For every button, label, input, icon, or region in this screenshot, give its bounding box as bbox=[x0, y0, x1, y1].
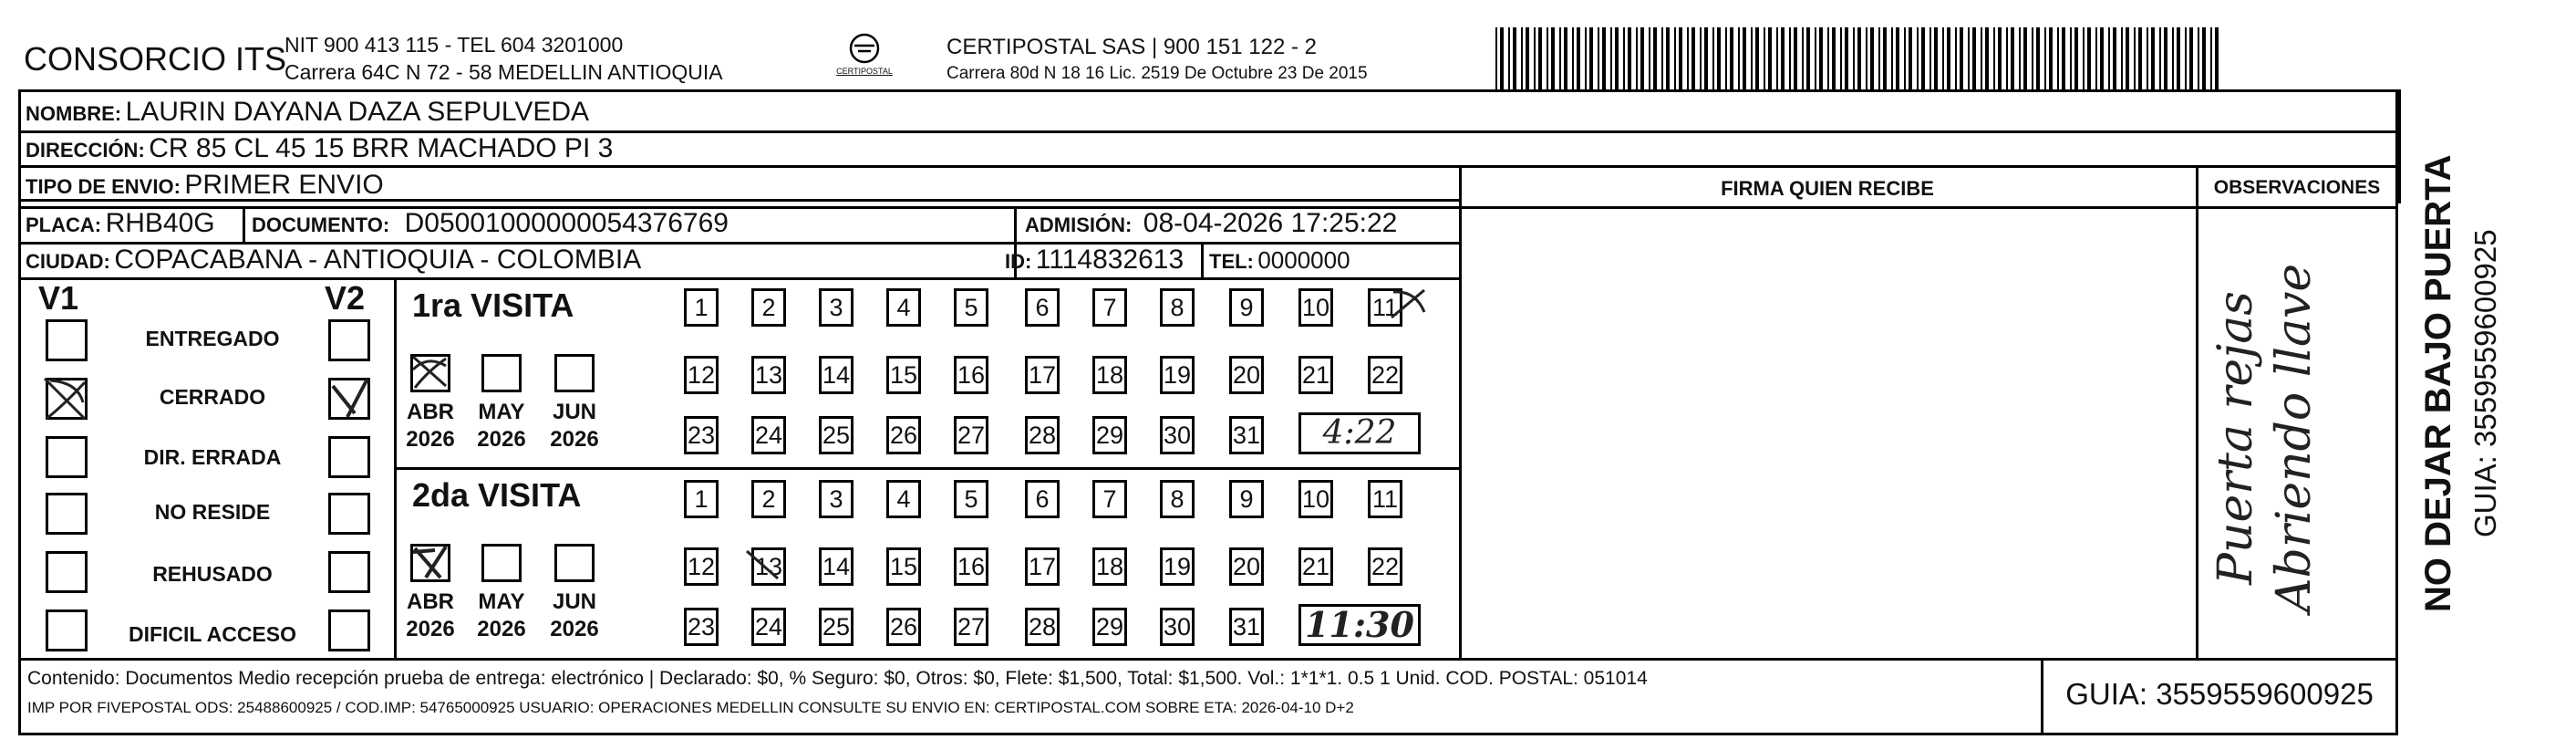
day11-visit1-mark-icon bbox=[1388, 285, 1430, 327]
visit1-day-23[interactable]: 23 bbox=[684, 416, 719, 454]
admision-value: 08-04-2026 17:25:22 bbox=[1143, 208, 1398, 238]
visit1-title: 1ra VISITA bbox=[412, 286, 574, 324]
visit2-day-5[interactable]: 5 bbox=[954, 480, 988, 518]
visit2-day-26[interactable]: 26 bbox=[886, 608, 921, 646]
certipostal-line2: Carrera 80d N 18 16 Lic. 2519 De Octubre 23 De 2015 bbox=[947, 64, 1368, 83]
visit2-day-19[interactable]: 19 bbox=[1160, 547, 1195, 586]
visit2-day-3[interactable]: 3 bbox=[819, 480, 853, 518]
visit1-time: 4:22 bbox=[1322, 414, 1397, 452]
visit1-day-19[interactable]: 19 bbox=[1160, 356, 1195, 394]
visit1-day-25[interactable]: 25 bbox=[819, 416, 853, 454]
visit2-day-16[interactable]: 16 bbox=[954, 547, 988, 586]
status-no-reside: NO RESIDE bbox=[154, 500, 271, 524]
direccion-value: CR 85 CL 45 15 BRR MACHADO PI 3 bbox=[149, 133, 614, 163]
visit2-day-9[interactable]: 9 bbox=[1229, 480, 1264, 518]
id-value: 1114832613 bbox=[1035, 245, 1185, 275]
visit1-day-26[interactable]: 26 bbox=[886, 416, 921, 454]
certipostal-logo-icon bbox=[846, 33, 883, 64]
v2-checkbox-dificil-acceso[interactable] bbox=[328, 609, 370, 651]
tel-label: TEL: bbox=[1209, 250, 1254, 273]
visit2-day-10[interactable]: 10 bbox=[1298, 480, 1333, 518]
visit2-month-abr: ABR bbox=[407, 589, 454, 614]
v2-checkbox-dir-errada[interactable] bbox=[328, 436, 370, 478]
visit1-day-24[interactable]: 24 bbox=[751, 416, 786, 454]
visit1-year-jun: 2026 bbox=[550, 427, 599, 452]
visit1-year-abr: 2026 bbox=[406, 427, 455, 452]
ciudad-row bbox=[26, 245, 641, 276]
visit1-day-14[interactable]: 14 bbox=[819, 356, 853, 394]
visit1-day-28[interactable]: 28 bbox=[1025, 416, 1060, 454]
visit2-abr-mark-icon bbox=[409, 543, 450, 581]
status-dificil-acceso: DIFICIL ACCESO bbox=[128, 622, 296, 646]
visit1-day-10[interactable]: 10 bbox=[1298, 288, 1333, 327]
visit2-month-may: MAY bbox=[478, 589, 525, 614]
visit2-day-28[interactable]: 28 bbox=[1025, 608, 1060, 646]
visit2-day-29[interactable]: 29 bbox=[1092, 608, 1127, 646]
v2-cerrado-mark-icon bbox=[327, 377, 369, 419]
visit2-day-24[interactable]: 24 bbox=[751, 608, 786, 646]
visit1-month-abr: ABR bbox=[407, 400, 454, 424]
v1-checkbox-dificil-acceso[interactable] bbox=[46, 609, 88, 651]
visit2-day-6[interactable]: 6 bbox=[1025, 480, 1060, 518]
visit2-day-7[interactable]: 7 bbox=[1092, 480, 1127, 518]
v2-checkbox-no-reside[interactable] bbox=[328, 493, 370, 535]
visit2-day-23[interactable]: 23 bbox=[684, 608, 719, 646]
status-rehusado: REHUSADO bbox=[152, 562, 273, 586]
v1-label: V1 bbox=[38, 279, 79, 317]
visit2-day-21[interactable]: 21 bbox=[1298, 547, 1333, 586]
visit1-day-5[interactable]: 5 bbox=[954, 288, 988, 327]
visit2-month-abr-checkbox[interactable] bbox=[410, 544, 450, 582]
visit2-day-13[interactable]: 13 bbox=[751, 547, 786, 586]
visit1-day-20[interactable]: 20 bbox=[1229, 356, 1264, 394]
v2-label: V2 bbox=[325, 279, 366, 317]
visit2-day-15[interactable]: 15 bbox=[886, 547, 921, 586]
v1-checkbox-cerrado[interactable] bbox=[46, 378, 88, 420]
visit2-month-jun: JUN bbox=[552, 589, 596, 614]
documento-row bbox=[252, 208, 729, 239]
visit1-day-11[interactable]: 11 bbox=[1368, 288, 1402, 327]
visit2-year-may: 2026 bbox=[477, 617, 526, 641]
ciudad-label: CIUDAD: bbox=[26, 250, 110, 273]
visit2-day-8[interactable]: 8 bbox=[1160, 480, 1195, 518]
visit1-day-9[interactable]: 9 bbox=[1229, 288, 1264, 327]
visit2-day-20[interactable]: 20 bbox=[1229, 547, 1264, 586]
visit1-day-4[interactable]: 4 bbox=[886, 288, 921, 327]
v2-checkbox-cerrado[interactable] bbox=[328, 378, 370, 420]
company-name: CONSORCIO ITS bbox=[24, 40, 287, 78]
visit2-day-1[interactable]: 1 bbox=[684, 480, 719, 518]
visit1-day-21[interactable]: 21 bbox=[1298, 356, 1333, 394]
visit1-month-may: MAY bbox=[478, 400, 525, 424]
certipostal-line1: CERTIPOSTAL SAS | 900 151 122 - 2 bbox=[947, 35, 1317, 59]
visit2-day-2[interactable]: 2 bbox=[751, 480, 786, 518]
visit2-title: 2da VISITA bbox=[412, 476, 582, 514]
visit1-day-29[interactable]: 29 bbox=[1092, 416, 1127, 454]
v1-checkbox-entregado[interactable] bbox=[46, 319, 88, 361]
visit2-day-25[interactable]: 25 bbox=[819, 608, 853, 646]
footer-contenido: Contenido: Documentos Medio recepción prueba de entrega: electrónico | Declarado: $0, % Seguro: $0, Otros: $0, Flete: $1,500, Total: $1,500. Vol.: 1*1*1. 0.5 1 Unid. COD. POSTAL: 051014 bbox=[27, 668, 1648, 689]
visit1-day-27[interactable]: 27 bbox=[954, 416, 988, 454]
visit2-year-jun: 2026 bbox=[550, 617, 599, 641]
v1-checkbox-dir-errada[interactable] bbox=[46, 436, 88, 478]
nombre-label: NOMBRE: bbox=[26, 102, 122, 125]
ciudad-value: COPACABANA - ANTIOQUIA - COLOMBIA bbox=[114, 245, 642, 275]
day13-visit2-mark-icon bbox=[743, 544, 785, 586]
placa-label: PLACA: bbox=[26, 214, 102, 236]
visit1-day-7[interactable]: 7 bbox=[1092, 288, 1127, 327]
nombre-row bbox=[26, 97, 589, 128]
barcode bbox=[1495, 27, 2225, 91]
visit1-day-2[interactable]: 2 bbox=[751, 288, 786, 327]
visit2-time-box[interactable] bbox=[1298, 604, 1421, 646]
tel-row bbox=[1209, 246, 1350, 275]
visit1-day-30[interactable]: 30 bbox=[1160, 416, 1195, 454]
visit1-month-jun-checkbox[interactable] bbox=[554, 354, 595, 392]
visit2-day-30[interactable]: 30 bbox=[1160, 608, 1195, 646]
visit2-day-14[interactable]: 14 bbox=[819, 547, 853, 586]
placa-value: RHB40G bbox=[105, 208, 215, 238]
tipo-value: PRIMER ENVIO bbox=[184, 170, 384, 200]
direccion-label: DIRECCIÓN: bbox=[26, 139, 145, 161]
visit2-day-11[interactable]: 11 bbox=[1368, 480, 1402, 518]
visit2-month-jun-checkbox[interactable] bbox=[554, 544, 595, 582]
v1-checkbox-rehusado[interactable] bbox=[46, 551, 88, 593]
company-address: Carrera 64C N 72 - 58 MEDELLIN ANTIOQUIA bbox=[284, 60, 723, 84]
status-entregado: ENTREGADO bbox=[145, 327, 280, 350]
logo-text: CERTIPOSTAL bbox=[836, 67, 893, 76]
visit2-time: 11:30 bbox=[1305, 604, 1414, 645]
visit1-day-6[interactable]: 6 bbox=[1025, 288, 1060, 327]
visit2-day-22[interactable]: 22 bbox=[1368, 547, 1402, 586]
tipo-row bbox=[26, 170, 384, 201]
visit1-day-1[interactable]: 1 bbox=[684, 288, 719, 327]
firma-label: FIRMA QUIEN RECIBE bbox=[1721, 177, 1934, 200]
visit1-day-8[interactable]: 8 bbox=[1160, 288, 1195, 327]
visit1-day-15[interactable]: 15 bbox=[886, 356, 921, 394]
no-dejar-bajo-puerta: NO DEJAR BAJO PUERTA bbox=[2418, 154, 2458, 612]
visit1-day-3[interactable]: 3 bbox=[819, 288, 853, 327]
visit2-month-may-checkbox[interactable] bbox=[481, 544, 522, 582]
observaciones-handwritten: Puerta rejas Abriendo llave bbox=[2209, 263, 2322, 613]
visit2-day-4[interactable]: 4 bbox=[886, 480, 921, 518]
visit1-day-18[interactable]: 18 bbox=[1092, 356, 1127, 394]
visit2-day-27[interactable]: 27 bbox=[954, 608, 988, 646]
visit1-year-may: 2026 bbox=[477, 427, 526, 452]
visit1-month-abr-checkbox[interactable] bbox=[410, 354, 450, 392]
certipostal-logo bbox=[830, 33, 899, 82]
visit1-month-jun: JUN bbox=[552, 400, 596, 424]
tel-value: 0000000 bbox=[1257, 246, 1350, 274]
id-label: ID: bbox=[1005, 250, 1032, 273]
v1-checkbox-no-reside[interactable] bbox=[46, 493, 88, 535]
nombre-value: LAURIN DAYANA DAZA SEPULVEDA bbox=[125, 97, 590, 127]
visit1-day-16[interactable]: 16 bbox=[954, 356, 988, 394]
observaciones-label: OBSERVACIONES bbox=[2213, 177, 2381, 198]
admision-label: ADMISIÓN: bbox=[1025, 214, 1133, 236]
id-row bbox=[1005, 245, 1184, 276]
company-nit: NIT 900 413 115 - TEL 604 3201000 bbox=[284, 33, 624, 57]
visit1-month-may-checkbox[interactable] bbox=[481, 354, 522, 392]
side-guia: GUIA: 3559559600925 bbox=[2468, 229, 2502, 537]
placa-row bbox=[26, 208, 215, 239]
tipo-label: TIPO DE ENVIO: bbox=[26, 175, 181, 198]
admision-row bbox=[1025, 208, 1397, 239]
visit2-year-abr: 2026 bbox=[406, 617, 455, 641]
visit1-abr-mark-icon bbox=[409, 353, 450, 391]
visit1-time-box[interactable] bbox=[1298, 412, 1421, 454]
visit1-day-17[interactable]: 17 bbox=[1025, 356, 1060, 394]
footer-imp: IMP POR FIVEPOSTAL ODS: 25488600925 / COD.IMP: 54765000925 USUARIO: OPERACIONES MEDELLIN CONSULTE SU ENVIO EN: CERTIPOSTAL.COM SOBRE ETA: 2026-04-10 D+2 bbox=[27, 699, 1354, 716]
visit2-day-17[interactable]: 17 bbox=[1025, 547, 1060, 586]
visit2-day-31[interactable]: 31 bbox=[1229, 608, 1264, 646]
visit2-day-18[interactable]: 18 bbox=[1092, 547, 1127, 586]
v2-checkbox-rehusado[interactable] bbox=[328, 551, 370, 593]
v1-cerrado-mark-icon bbox=[41, 375, 83, 417]
visit2-day-12[interactable]: 12 bbox=[684, 547, 719, 586]
v2-checkbox-entregado[interactable] bbox=[328, 319, 370, 361]
status-cerrado: CERRADO bbox=[159, 385, 266, 409]
visit1-day-31[interactable]: 31 bbox=[1229, 416, 1264, 454]
footer-guia: GUIA: 3559559600925 bbox=[2065, 677, 2374, 711]
documento-label: DOCUMENTO: bbox=[252, 214, 390, 236]
documento-value: D05001000000054376769 bbox=[404, 208, 729, 238]
visit1-day-13[interactable]: 13 bbox=[751, 356, 786, 394]
status-dir-errada: DIR. ERRADA bbox=[143, 445, 282, 469]
direccion-row bbox=[26, 133, 613, 164]
visit1-day-12[interactable]: 12 bbox=[684, 356, 719, 394]
visit1-day-22[interactable]: 22 bbox=[1368, 356, 1402, 394]
